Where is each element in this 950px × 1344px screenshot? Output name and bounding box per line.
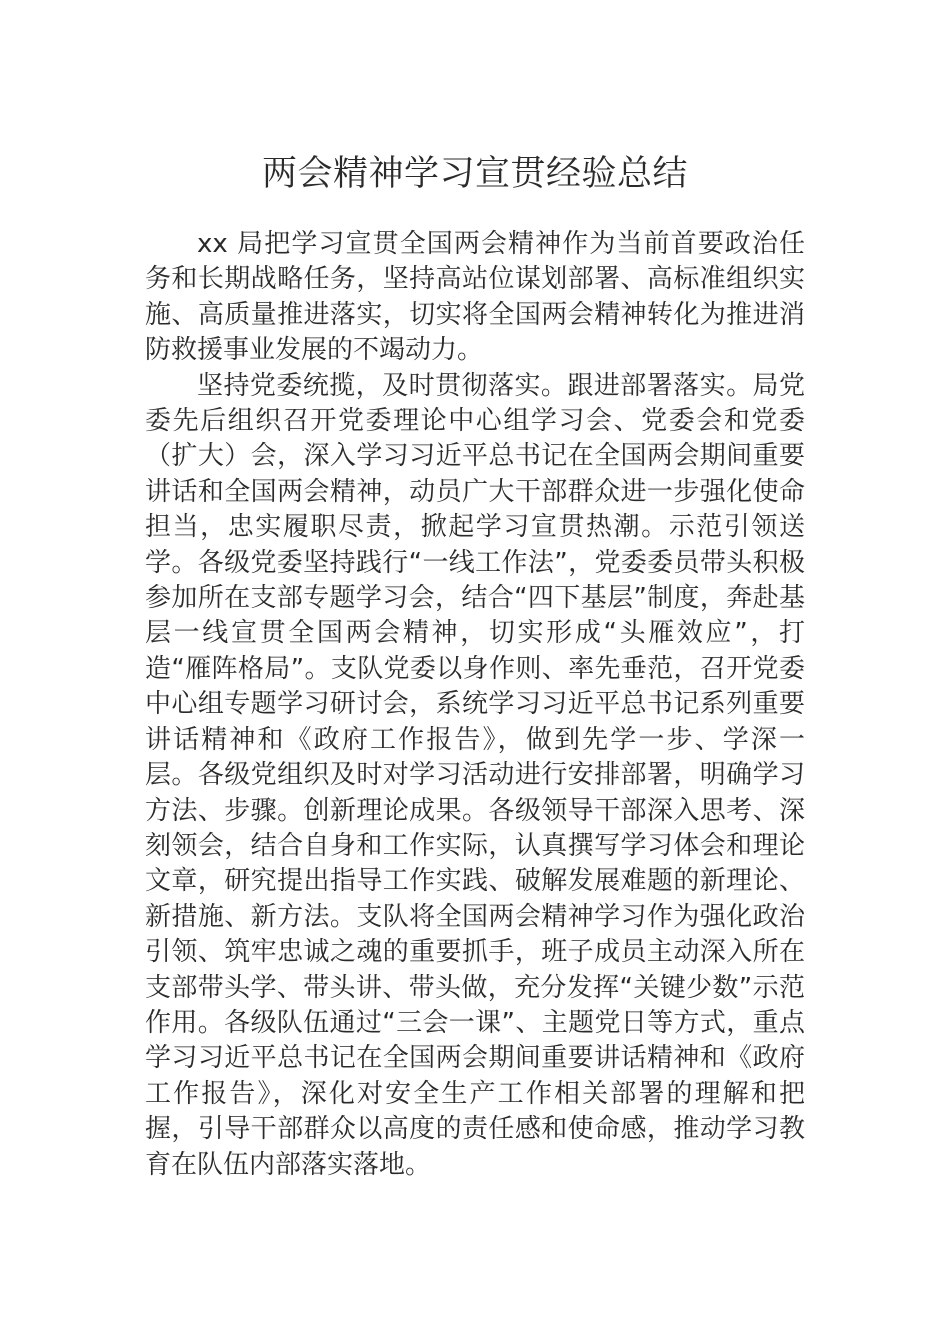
document-title: 两会精神学习宣贯经验总结	[261, 154, 688, 194]
document-body	[145, 227, 805, 1183]
body-paragraph: 坚持党委统揽，及时贯彻落实。跟进部署落实。局党委先后组织召开党委理论中心组学习会、党委会和党委（扩大）会，深入学习习近平总书记在全国两会期间重要讲话和全国两会精神，动员广大干部群众进一步强化使命担当，忠实履职尽责，掀起学习宣贯热潮。示范引领送学。各级党委坚持践行“一线工作法”，党委委员带头积极参加所在支部专题学习会，结合“四下基层”制度，奔赴基层一线宣贯全国两会精神，切实形成“头雁效应”，打造“雁阵格局”。支队党委以身作则、率先垂范，召开党委中心组专题学习研讨会，系统学习习近平总书记系列重要讲话精神和《政府工作报告》，做到先学一步、学深一层。各级党组织及时对学习活动进行安排部署，明确学习方法、步骤。创新理论成果。各级领导干部深入思考、深刻领会，结合自身和工作实际，认真撰写学习体会和理论文章，研究提出指导工作实践、破解发展难题的新理论、新措施、新方法。支队将全国两会精神学习作为强化政治引领、筑牢忠诚之魂的重要抓手，班子成员主动深入所在支部带头学、带头讲、带头做，充分发挥“关键少数”示范作用。各级队伍通过“三会一课”、主题党日等方式，重点学习习近平总书记在全国两会期间重要讲话精神和《政府工作报告》，深化对安全生产工作相关部署的理解和把握，引导干部群众以高度的责任感和使命感，推动学习教育在队伍内部落实落地。	[145, 370, 805, 1180]
intro-paragraph: xx 局把学习宣贯全国两会精神作为当前首要政治任务和长期战略任务，坚持高站位谋划部署、高标准组织实施、高质量推进落实，切实将全国两会精神转化为推进消防救援事业发展的不竭动力。	[145, 229, 805, 366]
